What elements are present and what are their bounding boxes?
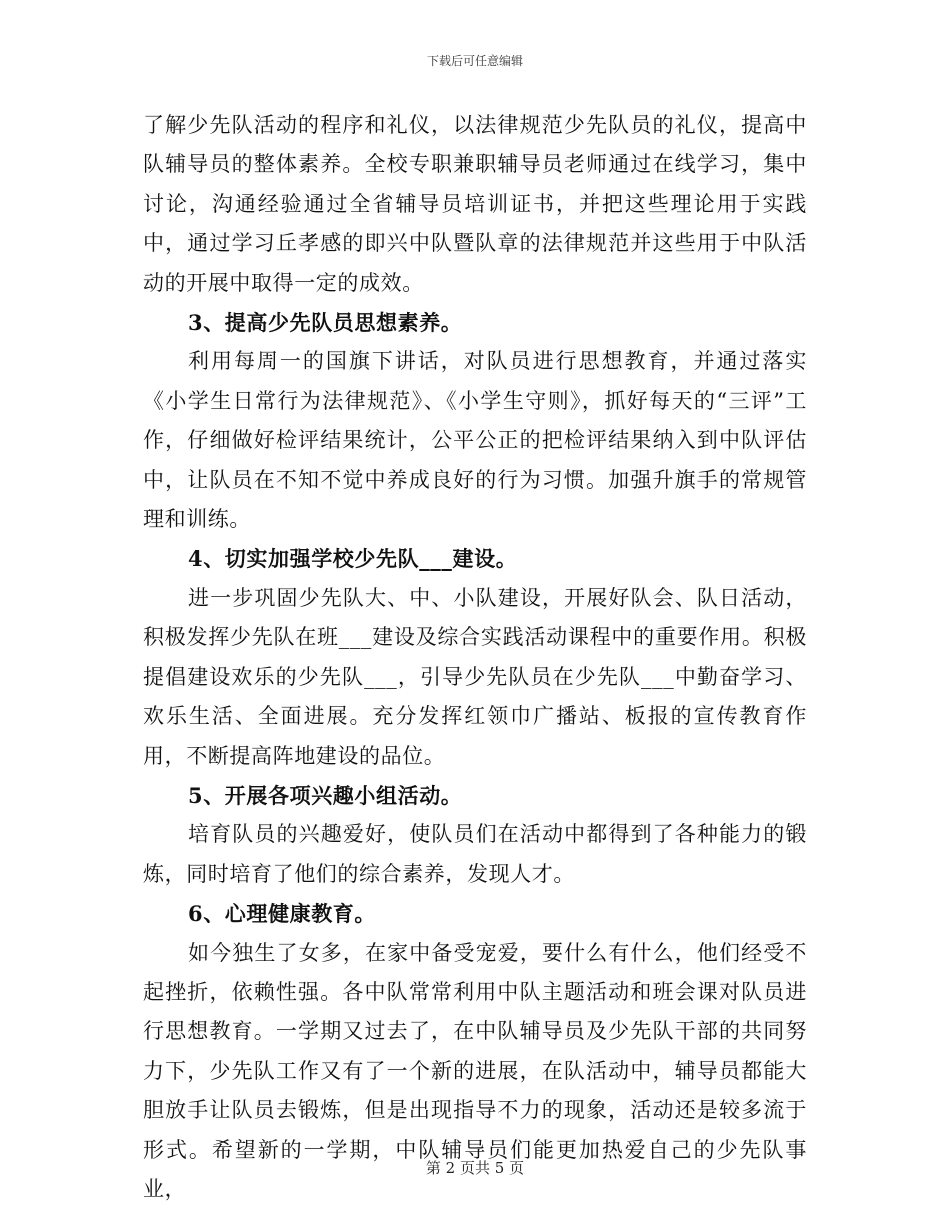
page-number-footer: 第 2 页共 5 页: [425, 1159, 525, 1177]
section-heading-5: 5、开展各项兴趣小组活动。: [188, 782, 463, 808]
paragraph-section-6: 如今独生了女多，在家中备受宠爱，要什么有什么，他们经受不起挫折，依赖性强。各中队常常利用中队主题活动和班会课对队员进行思想教育。一学期又过去了，在中队辅导员及少先队干部的共同努力下，少先队工作又有了一个新的进展，在队活动中，辅导员都能大胆放手让队员去锻炼，但是出现指导不力的现象，活动还是较多流于形式。希望新的一学期，中队辅导员们能更加热爱自己的少先队事业，: [143, 940, 807, 1201]
section-heading-6: 6、心理健康教育。: [188, 901, 377, 927]
page-header: 下载后可任意编辑: [426, 54, 523, 68]
paragraph-section-3: 利用每周一的国旗下讲话，对队员进行思想教育，并通过落实《小学生日常行为法律规范》、《小学生守则》，抓好每天的“三评”工作，仔细做好检评结果统计，公平公正的把检评结果纳入到中队评估中，让队员在不知不觉中养成良好的行为习惯。加强升旗手的常规管理和训练。: [143, 349, 807, 532]
paragraph-section-4: 进一步巩固少先队大、中、小队建设，开展好队会、队日活动，积极发挥少先队在班___建设及综合实践活动课程中的重要作用。积极提倡建设欢乐的少先队___，引导少先队员在少先队___中勤奋学习、欢乐生活、全面进展。充分发挥红领巾广播站、板报的宣传教育作用，不断提高阵地建设的品位。: [143, 585, 807, 768]
paragraph-intro-continued: 了解少先队活动的程序和礼仪，以法律规范少先队员的礼仪，提高中队辅导员的整体素养。全校专职兼职辅导员老师通过在线学习，集中讨论，沟通经验通过全省辅导员培训证书，并把这些理论用于实践中，通过学习丘孝感的即兴中队暨队章的法律规范并这些用于中队活动的开展中取得一定的成效。: [143, 113, 807, 295]
paragraph-section-5: 培育队员的兴趣爱好，使队员们在活动中都得到了各种能力的锻炼，同时培育了他们的综合素养，发现人才。: [143, 822, 807, 886]
section-heading-4: 4、切实加强学校少先队___建设。: [188, 546, 518, 572]
section-heading-3: 3、提高少先队员思想素养。: [188, 310, 463, 336]
document-body: [143, 106, 807, 1209]
